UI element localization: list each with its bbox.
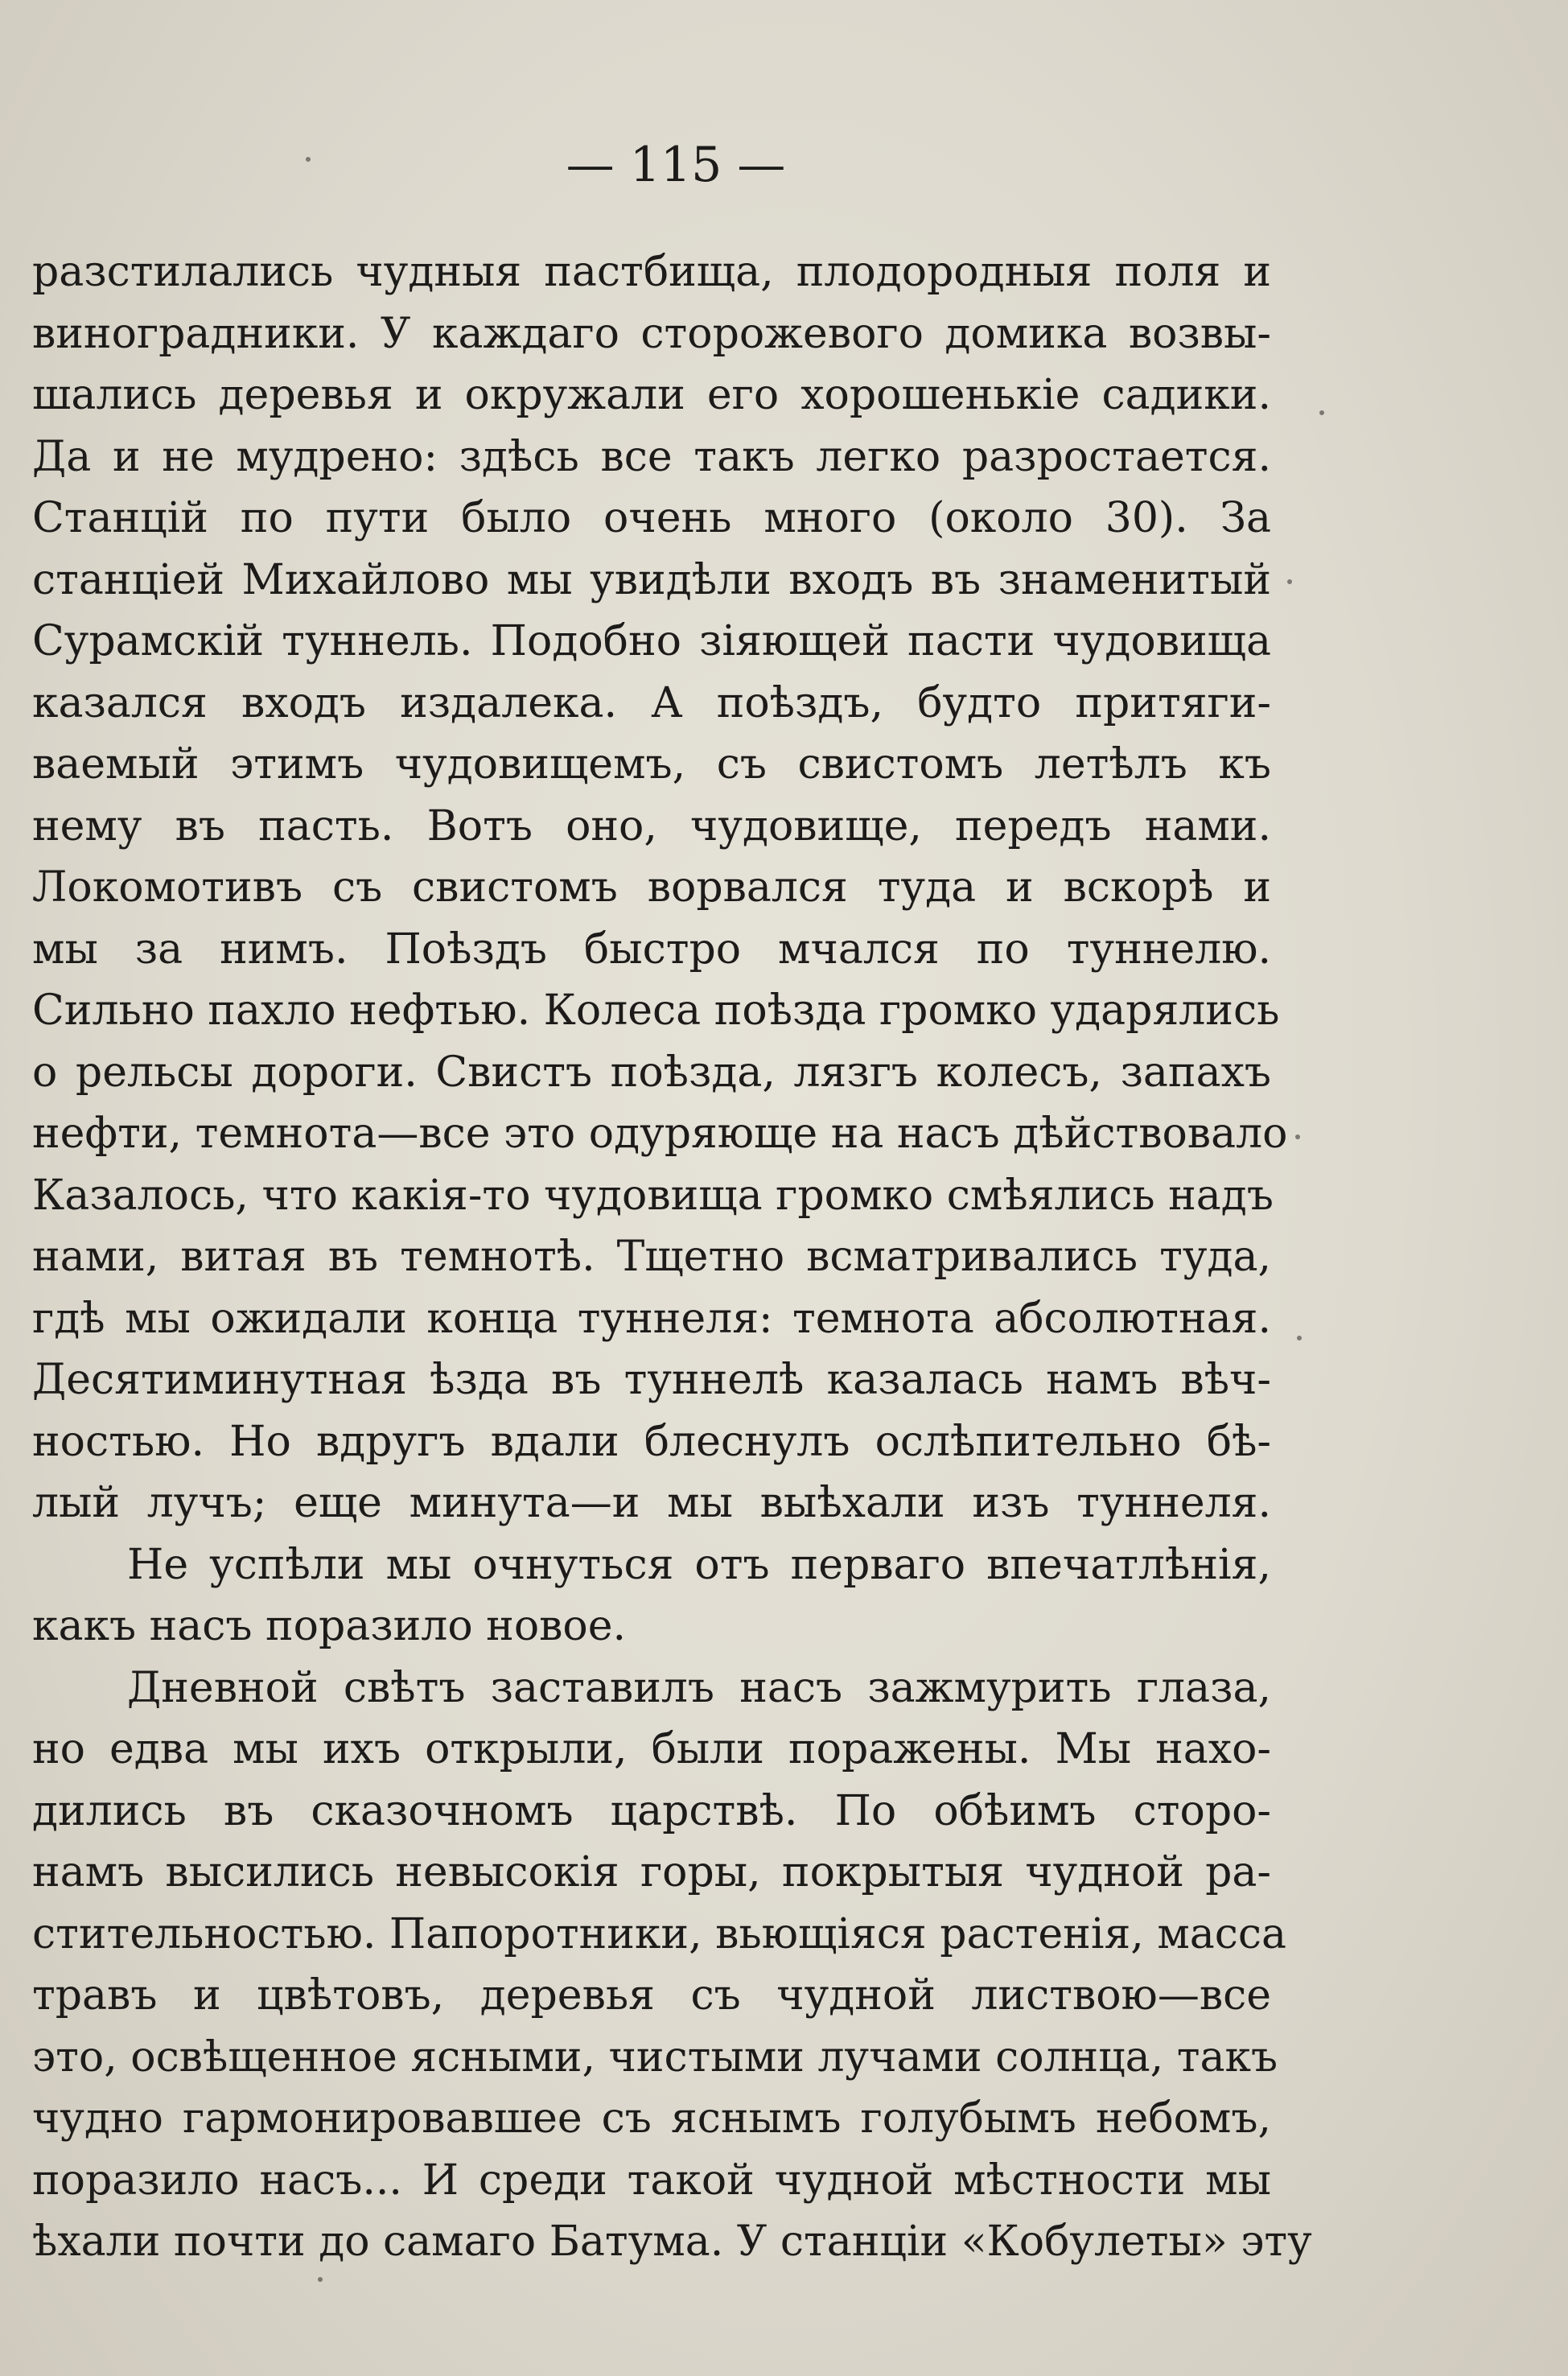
text-line: гдѣ мы ожидали конца туннеля: темнота абсолютная. <box>32 1294 1271 1343</box>
paper-speck <box>1297 1336 1302 1340</box>
text-line: поразило насъ... И среди такой чудной мѣстности мы <box>32 2156 1271 2205</box>
text-line: это, освѣщенное ясными, чистыми лучами солнца, такъ <box>32 2032 1278 2082</box>
paper-speck <box>1295 1134 1300 1139</box>
text-line: но едва мы ихъ открыли, были поражены. Мы нахо- <box>32 1725 1271 1773</box>
text-line: разстилались чудныя пастбища, плодородныя поля и <box>32 248 1271 296</box>
text-line: нефти, темнота—все это одуряюще на насъ дѣйствовало <box>32 1110 1288 1158</box>
text-line: какъ насъ поразило новое. <box>32 1602 627 1650</box>
text-line: дились въ сказочномъ царствѣ. По обѣимъ сторо- <box>32 1786 1271 1835</box>
text-line: виноградники. У каждаго сторожевого домика возвы- <box>32 309 1271 358</box>
paper-speck <box>1319 410 1324 415</box>
paragraph-2 <box>32 1534 1271 1657</box>
text-line: о рельсы дороги. Свистъ поѣзда, лязгъ колесъ, запахъ <box>32 1048 1271 1097</box>
paper-speck <box>306 157 311 162</box>
paragraph-3 <box>32 1657 1312 2273</box>
text-line: травъ и цвѣтовъ, деревья съ чудной листвою—все <box>32 1971 1271 2020</box>
text-line: мы за нимъ. Поѣздъ быстро мчался по туннелю. <box>32 924 1271 974</box>
text-line: Сурамскій туннель. Подобно зіяющей пасти чудовища <box>32 617 1271 665</box>
text-line: Казалось, что какія-то чудовища громко смѣялись надъ <box>32 1171 1274 1220</box>
text-line: нему въ пасть. Вотъ оно, чудовище, передъ нами. <box>32 801 1271 850</box>
text-line: шались деревья и окружали его хорошенькіе садики. <box>32 371 1271 419</box>
text-line: нами, витая въ темнотѣ. Тщетно всматривались туда, <box>32 1233 1271 1281</box>
text-line: ностью. Но вдругъ вдали блеснулъ ослѣпительно бѣ- <box>32 1417 1271 1466</box>
text-line: станціей Михайлово мы увидѣли входъ въ знаменитый <box>32 555 1271 604</box>
paragraph-1 <box>32 241 1288 1534</box>
text-line: Десятиминутная ѣзда въ туннелѣ казалась намъ вѣч- <box>32 1356 1271 1404</box>
text-line: Не успѣли мы очнуться отъ перваго впечатлѣнія, <box>127 1540 1271 1589</box>
text-line: чудно гармонировавшее съ яснымъ голубымъ небомъ, <box>32 2094 1271 2143</box>
text-line: Дневной свѣтъ заставилъ насъ зажмурить глаза, <box>127 1663 1271 1712</box>
paper-speck <box>318 2277 323 2282</box>
text-line: лый лучъ; еще минута—и мы выѣхали изъ туннеля. <box>32 1479 1271 1527</box>
page-number: — 115 — <box>566 137 786 193</box>
paper-speck <box>1287 579 1292 584</box>
text-line: Сильно пахло нефтью. Колеса поѣзда громко ударялись <box>32 986 1280 1035</box>
body-text <box>32 241 1312 2273</box>
text-line: стительностью. Папоротники, вьющіяся растенія, масса <box>32 1909 1287 1958</box>
text-line: Да и не мудрено: здѣсь все такъ легко разростается. <box>32 432 1271 481</box>
text-line: намъ высились невысокія горы, покрытыя чудной ра- <box>32 1848 1271 1896</box>
text-line: ѣхали почти до самаго Батума. У станціи «Кобулеты» эту <box>32 2217 1312 2266</box>
text-line: Локомотивъ съ свистомъ ворвался туда и вскорѣ и <box>32 863 1271 912</box>
text-line: казался входъ издалека. А поѣздъ, будто притяги- <box>32 678 1271 727</box>
text-line: Станцій по пути было очень много (около 30). За <box>32 494 1271 542</box>
text-line: ваемый этимъ чудовищемъ, съ свистомъ летѣлъ къ <box>32 740 1271 789</box>
